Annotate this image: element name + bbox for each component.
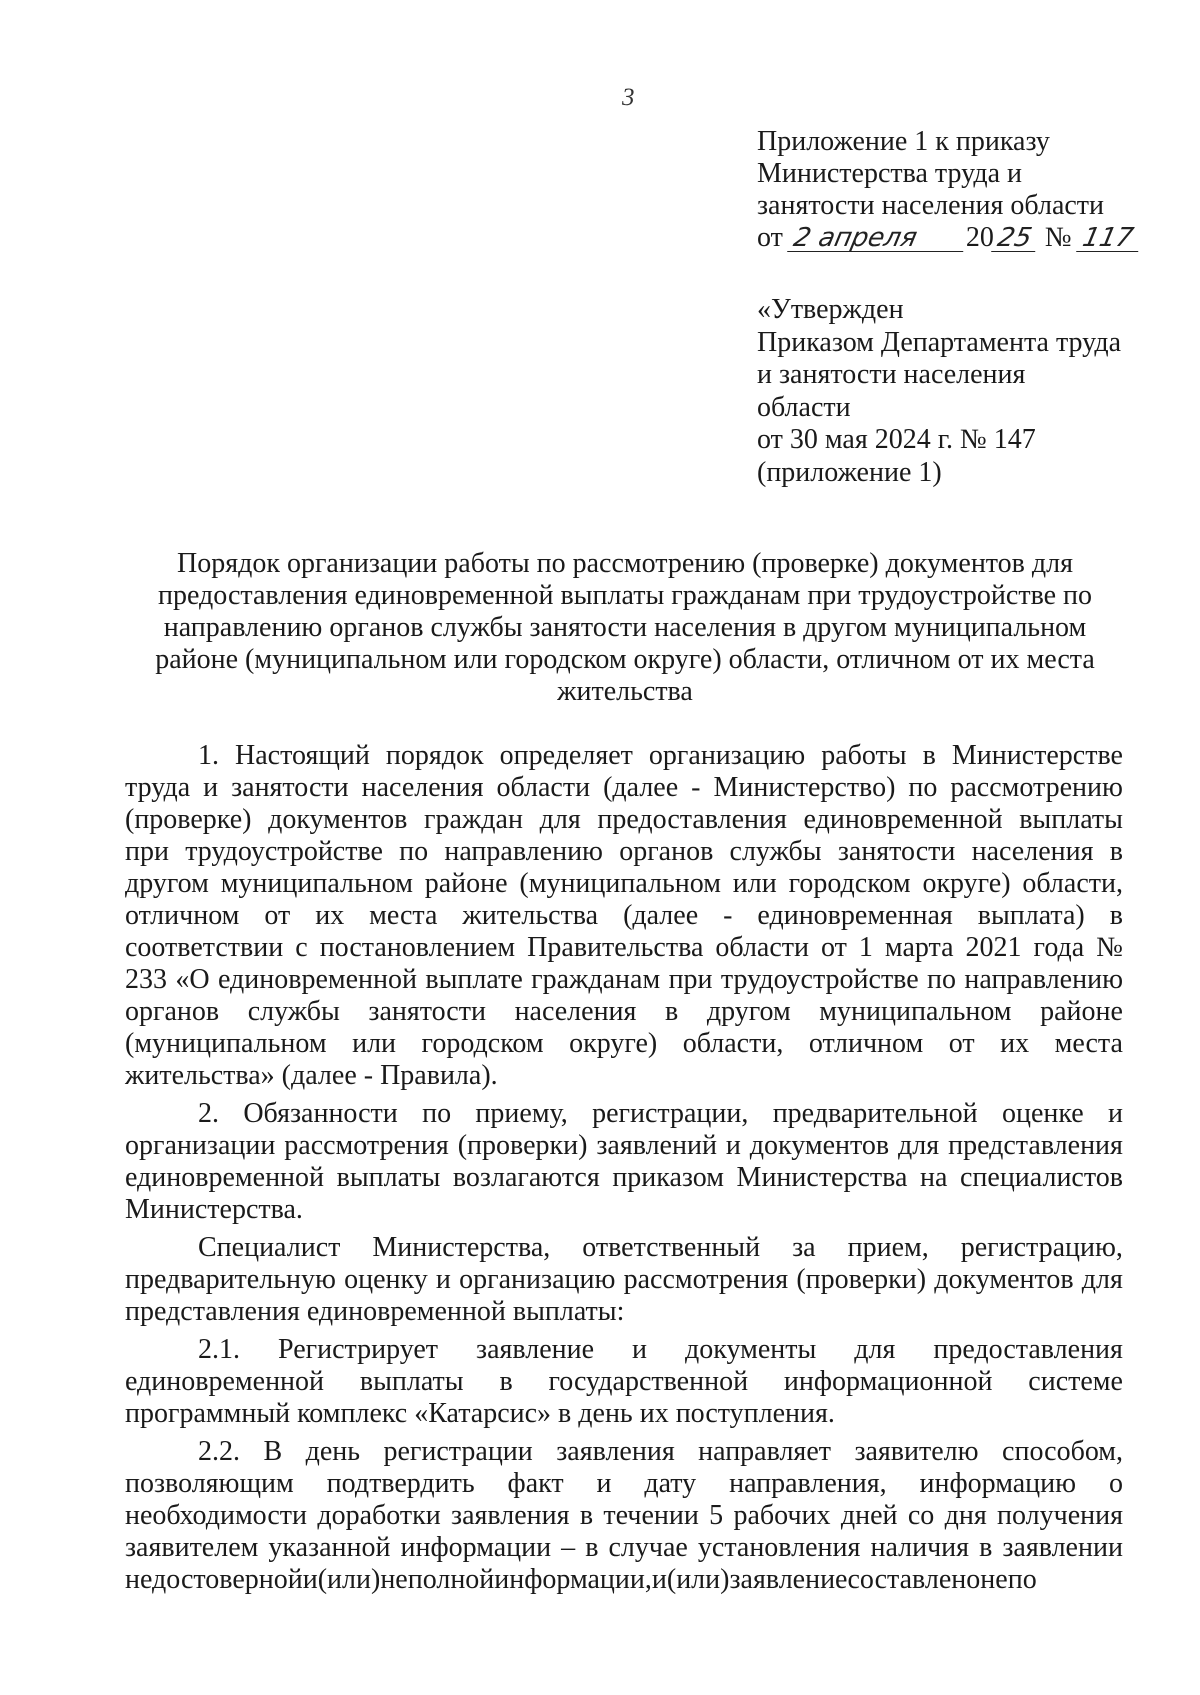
word: районе (1040, 996, 1123, 1027)
paragraph (125, 740, 1123, 1092)
title-line: направлению органов службы занятости населения в другом муниципальном (163, 612, 1087, 643)
word: области (715, 932, 809, 963)
annex-header (757, 126, 1157, 254)
approval-line: «Утвержден (757, 294, 904, 325)
word: - (691, 772, 701, 803)
word: информацию (919, 1468, 1077, 1499)
word: государственной (548, 1366, 749, 1397)
word: предоставления (597, 804, 787, 835)
word: округе) (922, 868, 1011, 899)
word: предварительной (772, 1098, 978, 1129)
word: населения (971, 836, 1094, 867)
word: Министерства, (372, 1232, 551, 1263)
word: не (980, 1564, 1008, 1595)
number-prefix: № (1044, 222, 1072, 253)
approval-line: области (757, 391, 851, 423)
word: возлагаются (452, 1162, 600, 1193)
word: документы (685, 1334, 817, 1365)
text-line (125, 996, 1123, 1028)
annex-line: занятости населения области (757, 190, 1105, 221)
word: в (579, 1500, 594, 1531)
word: по (399, 836, 429, 867)
word: органов (125, 996, 220, 1027)
word: в (499, 1366, 513, 1397)
word: заявлений (596, 1130, 717, 1161)
word: системе (1028, 1366, 1123, 1397)
word: 1. (198, 740, 219, 771)
word: в (1109, 836, 1123, 867)
word: и (651, 1564, 667, 1595)
date-prefix: от (757, 222, 783, 253)
word: гражданам (531, 964, 661, 995)
word: предварительную (125, 1264, 336, 1295)
word: 2. (198, 1098, 219, 1129)
word: (проверки) (457, 1130, 588, 1161)
paragraph (125, 1436, 1123, 1596)
word: документов (268, 804, 408, 835)
word: «О (175, 964, 210, 995)
word: 2.2. (198, 1436, 240, 1467)
word: позволяющим (125, 1468, 294, 1499)
word: постановлением (319, 932, 516, 963)
word: и (1108, 1098, 1123, 1129)
text-line (125, 1028, 1123, 1060)
page-number: 3 (622, 84, 635, 111)
word: для (539, 804, 581, 835)
text-line (125, 804, 1123, 836)
word: занятости (837, 836, 956, 867)
word: организацию (459, 1264, 616, 1295)
word: службы (247, 996, 340, 1027)
word: при (125, 836, 169, 867)
word: Министерстве (951, 740, 1123, 771)
title-line: Порядок организации работы по рассмотрению (проверке) документов для (177, 548, 1073, 579)
word: рассмотрению (950, 772, 1123, 803)
word: жительства» (далее - Правила). (125, 1060, 498, 1091)
word: направлению (964, 964, 1123, 995)
text-line (125, 1436, 1123, 1468)
word: в (979, 1532, 993, 1563)
word: (далее (623, 900, 699, 931)
word: городском (421, 1028, 544, 1059)
text-line (125, 1162, 1123, 1194)
annex-line: Министерства труда и (757, 158, 1022, 189)
word: информации (400, 1532, 552, 1563)
text-line (125, 1264, 1123, 1296)
word: день (305, 1436, 361, 1467)
word: и (435, 1264, 451, 1295)
word: и (596, 1468, 612, 1499)
word: организации (125, 1130, 276, 1161)
word: (муниципальном (519, 868, 721, 899)
text-line (125, 932, 1123, 964)
word: трудоустройстве (720, 964, 919, 995)
word: их (1000, 1028, 1030, 1059)
word: регистрации (383, 1436, 533, 1467)
word: занятости (231, 772, 349, 803)
word: заявлении (1002, 1532, 1123, 1563)
word: выплаты (359, 1366, 464, 1397)
word: В (263, 1436, 283, 1467)
word: получения (997, 1500, 1123, 1531)
word: и (203, 772, 219, 803)
handwritten-date: 2 апреля (787, 225, 969, 252)
word: недостоверной (125, 1564, 303, 1595)
word: определяет (499, 740, 633, 771)
word: выплаты (336, 1162, 441, 1193)
word: по (908, 772, 938, 803)
word: регистрации, (592, 1098, 749, 1129)
word: или (732, 868, 777, 899)
word: указанной (268, 1532, 391, 1563)
word: ответственный (582, 1232, 761, 1263)
word: установления (697, 1532, 861, 1563)
word: специалистов (959, 1162, 1123, 1193)
word: области (496, 772, 591, 803)
word: по (927, 964, 957, 995)
word: наличия (870, 1532, 970, 1563)
document-title (125, 548, 1125, 708)
word: Обязанности (243, 1098, 398, 1129)
text-line (125, 1296, 1123, 1328)
word: предоставления (933, 1334, 1123, 1365)
word: доработки (317, 1500, 441, 1531)
text-line (125, 1500, 1123, 1532)
word: – (561, 1532, 576, 1563)
word: дату (644, 1468, 697, 1499)
paragraph (125, 1098, 1123, 1226)
approval-block (757, 294, 1177, 489)
word: места (369, 900, 438, 931)
approval-line: (приложение 1) (757, 456, 942, 488)
word: в (922, 740, 936, 771)
annex-line: Приложение 1 к приказу (757, 126, 1050, 157)
word: факт (507, 1468, 564, 1499)
word: направления, (729, 1468, 887, 1499)
paragraph (125, 1334, 1123, 1430)
word: информации, (494, 1564, 652, 1595)
word: способом, (1002, 1436, 1123, 1467)
handwritten-year: 25 (991, 225, 1041, 252)
word: регистрацию, (960, 1232, 1123, 1263)
word: 5 (709, 1500, 724, 1531)
word: трудоустройстве (185, 836, 383, 867)
word: 2.1. (198, 1334, 240, 1365)
word: документов (749, 1130, 890, 1161)
handwritten-number: 117 (1076, 225, 1144, 252)
word: случае (608, 1532, 688, 1563)
word: населения (514, 996, 637, 1027)
word: приему, (475, 1098, 568, 1129)
word: и (725, 1130, 741, 1161)
word: направляет (698, 1436, 831, 1467)
word: (проверке) (125, 804, 252, 835)
word: (муниципальном (125, 1028, 327, 1059)
word: направлению (444, 836, 603, 867)
word: рабочих (733, 1500, 831, 1531)
document-body (125, 740, 1123, 1596)
word: Министерства (736, 1162, 908, 1193)
word: округе) (569, 1028, 658, 1059)
word: 233 (125, 964, 167, 995)
word: подтвердить (326, 1468, 475, 1499)
word: единовременной (803, 804, 1003, 835)
word: занятости (368, 996, 486, 1027)
word: в (585, 1532, 599, 1563)
word: от (948, 1028, 975, 1059)
text-line (125, 1194, 1123, 1226)
word: от (821, 932, 847, 963)
word: единовременная (757, 900, 953, 931)
word: 2021 (965, 932, 1022, 963)
word: организацию (648, 740, 806, 771)
word: рассмотрения (284, 1130, 449, 1161)
word: области, (682, 1028, 784, 1059)
title-line: жительства (557, 676, 693, 707)
word: - (723, 900, 733, 931)
word: их (315, 900, 345, 931)
word: жительства (462, 900, 599, 931)
word: или (352, 1028, 397, 1059)
word: Правительства (527, 932, 704, 963)
word: для (898, 1130, 940, 1161)
word: соответствии (125, 932, 284, 963)
word: выплата) (977, 900, 1085, 931)
word: прием, (847, 1232, 929, 1263)
word: (или) (666, 1564, 730, 1595)
word: заявление (729, 1564, 848, 1595)
word: на (920, 1162, 948, 1193)
word: области, (1022, 868, 1123, 899)
word: службы (729, 836, 822, 867)
text-line (125, 1232, 1123, 1264)
text-line (125, 772, 1123, 804)
approval-line: от 30 мая 2024 г. № 147 (757, 424, 1036, 455)
word: муниципальном (819, 996, 1012, 1027)
word: другом (125, 868, 209, 899)
word: Специалист (198, 1232, 341, 1263)
word: и (302, 1564, 318, 1595)
word: (проверки) (796, 1264, 927, 1295)
word: в (665, 996, 679, 1027)
word: выплате (425, 964, 523, 995)
title-line: районе (муниципальном или городском округе) области, отличном от их места (155, 644, 1095, 675)
word: приказом (612, 1162, 724, 1193)
word: от (264, 900, 291, 931)
text-line (125, 868, 1123, 900)
word: для (1081, 1264, 1123, 1295)
text-line (125, 1366, 1123, 1398)
text-line (125, 900, 1123, 932)
word: выплаты (1019, 804, 1123, 835)
text-line (125, 740, 1123, 772)
text-line (125, 1130, 1123, 1162)
word: при (668, 964, 713, 995)
word: 1 (858, 932, 873, 963)
word: течении (603, 1500, 699, 1531)
text-line (125, 1532, 1123, 1564)
word: Министерства. (125, 1194, 303, 1225)
word: другом (706, 996, 791, 1027)
title-line: предоставления единовременной выплаты гражданам при трудоустройстве по (157, 580, 1093, 611)
word: (далее (603, 772, 679, 803)
word: по (1007, 1564, 1037, 1595)
word: информационной (783, 1366, 993, 1397)
word: Настоящий (235, 740, 370, 771)
word: дня (944, 1500, 987, 1531)
word: с (295, 932, 308, 963)
word: рассмотрения (623, 1264, 789, 1295)
word: отличном (808, 1028, 924, 1059)
word: со (907, 1500, 935, 1531)
word: отличном (125, 900, 240, 931)
approval-line: и занятости населения (757, 359, 1026, 390)
word: о (1108, 1468, 1123, 1499)
word: по (422, 1098, 452, 1129)
text-line (125, 1334, 1123, 1366)
year-prefix: 20 (965, 222, 994, 253)
word: заявление (476, 1334, 595, 1365)
word: единовременной (125, 1366, 325, 1397)
word: единовременной (125, 1162, 325, 1193)
text-line (125, 964, 1123, 996)
word: заявления (556, 1436, 675, 1467)
word: заявления (451, 1500, 570, 1531)
word: заявителю (854, 1436, 979, 1467)
word: документов (934, 1264, 1074, 1295)
paragraph (125, 1232, 1123, 1328)
text-line (125, 1468, 1123, 1500)
word: представления единовременной выплаты: (125, 1296, 625, 1327)
word: неполной (380, 1564, 495, 1595)
word: и (632, 1334, 648, 1365)
word: единовременной (217, 964, 418, 995)
word: в (1109, 900, 1123, 931)
word: дней (840, 1500, 898, 1531)
word: Регистрирует (278, 1334, 439, 1365)
word: (или) (317, 1564, 381, 1595)
word: необходимости (125, 1500, 308, 1531)
word: Министерство) (713, 772, 896, 803)
word: органов (619, 836, 714, 867)
word: за (792, 1232, 816, 1263)
text-line (125, 1564, 1123, 1596)
word: оценке (1001, 1098, 1084, 1129)
word: населения (361, 772, 484, 803)
text-line (125, 1060, 1123, 1092)
text-line (125, 1398, 1123, 1430)
word: составлено (847, 1564, 981, 1595)
word: районе (424, 868, 508, 899)
word: городском (788, 868, 911, 899)
annex-date-line (757, 222, 1157, 254)
word: № (1096, 932, 1123, 963)
word: года (1033, 932, 1085, 963)
word: порядок (385, 740, 484, 771)
word: программный комплекс «Катарсис» в день их поступления. (125, 1398, 835, 1429)
word: места (1054, 1028, 1123, 1059)
word: работы (821, 740, 907, 771)
text-line (125, 836, 1123, 868)
word: заявителем (125, 1532, 259, 1563)
word: марта (884, 932, 954, 963)
word: представления (948, 1130, 1123, 1161)
word: оценку (344, 1264, 428, 1295)
word: граждан (424, 804, 523, 835)
word: муниципальном (220, 868, 413, 899)
approval-line: Приказом Департамента труда (757, 326, 1122, 358)
word: для (854, 1334, 896, 1365)
text-line (125, 1098, 1123, 1130)
word: труда (125, 772, 191, 803)
